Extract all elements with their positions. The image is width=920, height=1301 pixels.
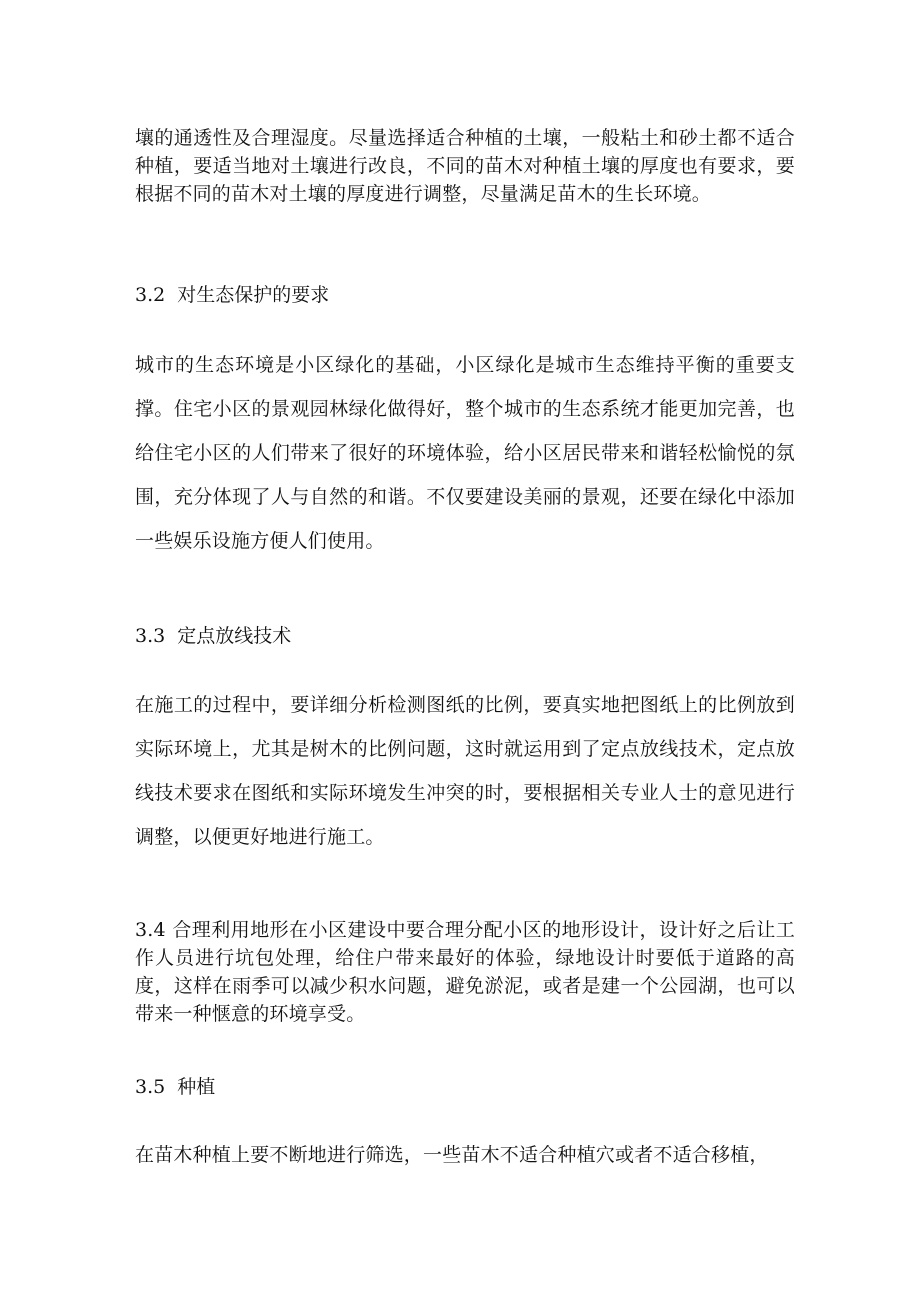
- paragraph-terrain: 3.4 合理利用地形在小区建设中要合理分配小区的地形设计，设计好之后让工作人员进行坑包处理，给住户带来最好的体验，绿地设计时要低于道路的高度，这样在雨季可以减少积水问题，避免淤泥，或者是建一个公园湖，也可以带来一种惬意的环境享受。: [135, 919, 795, 1025]
- paragraph-stakeout: 在施工的过程中，要详细分析检测图纸的比例，要真实地把图纸上的比例放到实际环境上，尤其是树木的比例问题，这时就运用到了定点放线技术，定点放线技术要求在图纸和实际环境发生冲突的时，要根据相关专业人士的意见进行调整，以便更好地进行施工。: [135, 694, 795, 848]
- paragraph-soil: 壤的通透性及合理湿度。尽量选择适合种植的土壤，一般粘土和砂土都不适合种植，要适当地对土壤进行改良，不同的苗木对种植土壤的厚度也有要求，要根据不同的苗木对土壤的厚度进行调整，尽量满足苗木的生长环境。: [135, 127, 795, 205]
- paragraph-planting: 在苗木种植上要不断地进行筛选，一些苗木不适合种植穴或者不适合移植，: [135, 1144, 769, 1166]
- section-heading-3-5: 3.5 种植: [135, 1076, 216, 1098]
- section-heading-3-2: 3.2 对生态保护的要求: [135, 284, 330, 306]
- section-heading-3-3: 3.3 定点放线技术: [135, 625, 292, 647]
- paragraph-ecology: 城市的生态环境是小区绿化的基础，小区绿化是城市生态维持平衡的重要支撑。住宅小区的景观园林绿化做得好，整个城市的生态系统才能更加完善，也给住宅小区的人们带来了很好的环境体验，给小区居民带来和谐轻松愉悦的氛围，充分体现了人与自然的和谐。不仅要建设美丽的景观，还要在绿化中添加一些娱乐设施方便人们使用。: [135, 354, 795, 552]
